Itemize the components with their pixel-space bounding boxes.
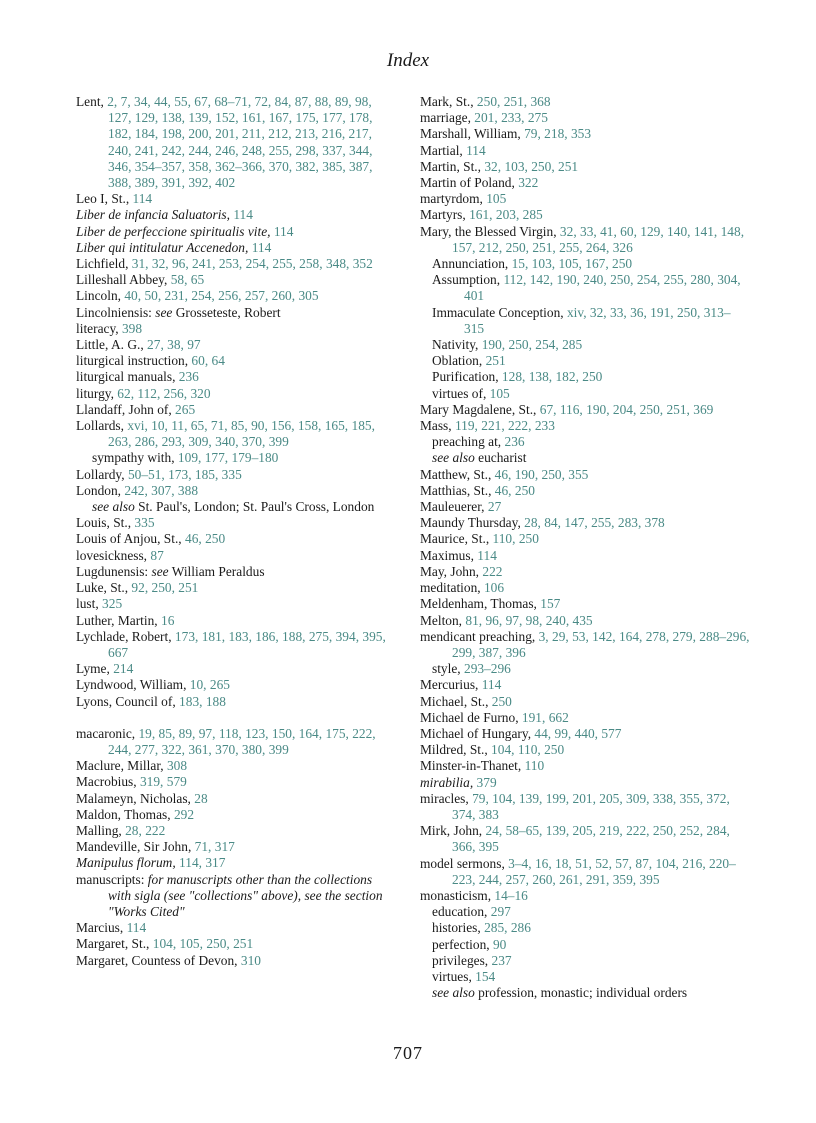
page-references[interactable]: 183, 188: [179, 693, 226, 709]
page-references[interactable]: 114, 317: [179, 855, 226, 871]
index-entry: [76, 564, 396, 580]
index-column-right: [420, 94, 750, 1001]
page-references[interactable]: 114: [132, 191, 153, 207]
entry-heading: lovesickness,: [76, 547, 151, 563]
page-references[interactable]: 105: [486, 191, 507, 207]
entry-heading: liturgical manuals,: [76, 369, 179, 385]
page-references[interactable]: 308: [166, 758, 188, 774]
entry-heading: literacy,: [76, 320, 122, 336]
index-entry: [420, 515, 750, 531]
entry-heading: Lychlade, Robert,: [76, 628, 175, 644]
entry-heading: Mark, St.,: [420, 94, 477, 109]
entry-heading: privileges,: [432, 952, 492, 968]
page-references[interactable]: 190, 250, 254, 285: [481, 337, 583, 353]
entry-heading: Macrobius,: [76, 774, 140, 790]
entry-heading: Purification,: [432, 369, 502, 385]
cross-reference-target: William Peraldus: [168, 563, 265, 579]
index-entry: [420, 953, 750, 969]
index-entry: [76, 548, 396, 564]
index-entry: [76, 337, 396, 353]
index-entry: [420, 775, 750, 791]
entry-heading: martyrdom,: [420, 191, 487, 207]
index-entry: [420, 110, 750, 126]
entry-heading: Martyrs,: [420, 207, 470, 223]
entry-heading: preaching at,: [432, 434, 505, 450]
entry-heading: Minster-in-Thanet,: [420, 758, 525, 774]
index-entry: [76, 402, 396, 418]
page-references[interactable]: 154: [475, 968, 496, 984]
page-references[interactable]: 106: [483, 580, 505, 596]
page-references[interactable]: 251: [485, 353, 506, 369]
entry-heading: Meldenham, Thomas,: [420, 596, 541, 612]
page-references[interactable]: 110: [524, 758, 545, 774]
index-entry: [76, 240, 396, 256]
index-entry: [420, 402, 750, 418]
page-references[interactable]: 110, 250: [492, 531, 539, 547]
cross-reference-target: St. Paul's, London; St. Paul's Cross, London: [134, 499, 375, 515]
entry-heading: miracles,: [420, 790, 473, 806]
page-references[interactable]: 114: [233, 207, 253, 223]
entry-heading: model sermons,: [420, 855, 509, 871]
index-entry: [420, 969, 750, 985]
page-references[interactable]: 10, 265: [189, 677, 230, 693]
page-references[interactable]: 265: [175, 401, 196, 417]
page-references[interactable]: 237: [491, 952, 512, 968]
cross-reference: see also: [92, 499, 135, 515]
entry-heading: Malling,: [76, 822, 126, 838]
index-entry: [420, 191, 750, 207]
entry-heading: London,: [76, 482, 125, 498]
index-entry: [420, 256, 750, 272]
index-entry: [420, 143, 750, 159]
page-references[interactable]: 250, 251, 368: [476, 94, 551, 109]
index-entry: [420, 677, 750, 693]
entry-heading: Malameyn, Nicholas,: [76, 790, 195, 806]
page-references[interactable]: 46, 250: [494, 482, 535, 498]
page-references[interactable]: 79, 218, 353: [524, 126, 592, 142]
entry-heading: liturgical instruction,: [76, 353, 192, 369]
entry-heading: Oblation,: [432, 353, 486, 369]
entry-heading: Matthew, St.,: [420, 466, 495, 482]
page-references[interactable]: 114: [251, 239, 272, 255]
index-entry: [420, 467, 750, 483]
index-entry: [420, 126, 750, 142]
entry-heading: Melton,: [420, 612, 466, 628]
entry-heading: perfection,: [432, 936, 493, 952]
entry-heading: Marcius,: [76, 920, 127, 936]
entry-heading: Louis of Anjou, St.,: [76, 531, 185, 547]
entry-heading: May, John,: [420, 563, 483, 579]
index-entry: [76, 94, 396, 191]
cross-reference: see also: [432, 985, 475, 1001]
index-entry: [76, 531, 396, 547]
page-references[interactable]: 161, 203, 285: [469, 207, 543, 223]
index-entry: [420, 224, 750, 256]
entry-heading: mirabilia,: [420, 774, 477, 790]
page-references[interactable]: 3, 29, 53, 142, 164, 278, 279, 288–296, 299, 387, 396: [452, 628, 750, 660]
entry-heading: Assumption,: [432, 272, 504, 288]
index-entry: [76, 823, 396, 839]
entry-heading: Mary, the Blessed Virgin,: [420, 223, 560, 239]
entry-heading: education,: [432, 904, 491, 920]
page-references[interactable]: 335: [134, 515, 155, 531]
entry-heading: Mauleuerer,: [420, 499, 488, 515]
entry-heading: Lyme,: [76, 661, 114, 677]
entry-heading: Luther, Martin,: [76, 612, 161, 628]
entry-heading: Maundy Thursday,: [420, 515, 525, 531]
page-references[interactable]: 398: [121, 320, 143, 336]
index-entry: [420, 920, 750, 936]
cross-reference: see also: [432, 450, 475, 466]
entry-heading: Mary Magdalene, St.,: [420, 401, 540, 417]
page-references[interactable]: 104, 110, 250: [491, 742, 565, 758]
index-entry: [420, 710, 750, 726]
index-entry: [76, 758, 396, 774]
page-references[interactable]: 67, 116, 190, 204, 250, 251, 369: [539, 401, 714, 417]
index-entry: [76, 386, 396, 402]
index-entry: [76, 613, 396, 629]
index-entry: [420, 564, 750, 580]
entry-heading: Nativity,: [432, 337, 482, 353]
page-references[interactable]: 242, 307, 388: [124, 482, 199, 498]
index-entry: [76, 483, 396, 499]
entry-heading: Llandaff, John of,: [76, 401, 176, 417]
index-entry: [420, 353, 750, 369]
entry-heading: Michael, St.,: [420, 693, 492, 709]
index-entry: [76, 855, 396, 871]
entry-heading: Martin, St.,: [420, 158, 485, 174]
entry-heading: Mandeville, Sir John,: [76, 839, 195, 855]
page-references[interactable]: 28, 84, 147, 255, 283, 378: [524, 515, 665, 531]
entry-heading: Margaret, Countess of Devon,: [76, 952, 241, 968]
entry-heading: Liber de perfeccione spiritualis vite,: [76, 223, 274, 239]
page-references[interactable]: 214: [113, 661, 134, 677]
page-references[interactable]: 46, 250: [185, 531, 226, 547]
entry-heading: meditation,: [420, 580, 484, 596]
page-references[interactable]: 15, 103, 105, 167, 250: [511, 256, 633, 272]
page-references[interactable]: 104, 105, 250, 251: [152, 936, 254, 952]
index-entry: [420, 159, 750, 175]
index-entry: [420, 499, 750, 515]
page-references[interactable]: 114: [273, 223, 294, 239]
page-references[interactable]: 81, 96, 97, 98, 240, 435: [465, 612, 593, 628]
index-entry: [76, 936, 396, 952]
index-entry: [76, 224, 396, 240]
index-entry: [420, 888, 750, 904]
index-entry: [76, 467, 396, 483]
page-title: Index: [386, 50, 430, 71]
index-entry: [76, 920, 396, 936]
index-entry: [420, 94, 750, 110]
index-entry: [420, 434, 750, 450]
page-references[interactable]: 250: [491, 693, 512, 709]
page-references[interactable]: 27: [487, 499, 502, 515]
index-entry: [420, 758, 750, 774]
entry-heading: histories,: [432, 920, 485, 936]
entry-heading: Maldon, Thomas,: [76, 806, 174, 822]
page-references[interactable]: 32, 33, 41, 60, 129, 140, 141, 148, 157, 212, 250, 251, 255, 264, 326: [452, 223, 745, 255]
index-entry: [76, 726, 396, 758]
page-references[interactable]: 50–51, 173, 185, 335: [127, 466, 242, 482]
entry-heading: Lincoln,: [76, 288, 125, 304]
entry-heading: monasticism,: [420, 887, 495, 903]
entry-heading: mendicant preaching,: [420, 628, 539, 644]
page-references[interactable]: 79, 104, 139, 199, 201, 205, 309, 338, 355, 372, 374, 383: [452, 790, 730, 822]
entry-heading: liturgy,: [76, 385, 118, 401]
index-entry: [76, 872, 396, 921]
index-entry: [420, 548, 750, 564]
page-references[interactable]: 325: [102, 596, 123, 612]
page-references[interactable]: 28: [194, 790, 208, 806]
entry-heading: Immaculate Conception,: [432, 304, 567, 320]
page-references[interactable]: 24, 58–65, 139, 205, 219, 222, 250, 252, 284, 366, 395: [452, 823, 730, 855]
page-references[interactable]: 297: [490, 904, 511, 920]
page-references[interactable]: 3–4, 16, 18, 51, 52, 57, 87, 104, 216, 220–223, 244, 257, 260, 261, 291, 359, 395: [452, 855, 736, 887]
index-entry: [76, 499, 396, 515]
index-entry: [76, 629, 396, 661]
index-entry: [420, 823, 750, 855]
page-references[interactable]: 310: [240, 952, 261, 968]
page-references[interactable]: 109, 177, 179–180: [177, 450, 279, 466]
entry-heading: virtues of,: [432, 385, 490, 401]
index-entry: [420, 369, 750, 385]
index-entry: [420, 596, 750, 612]
index-entry: [76, 807, 396, 823]
entry-heading: sympathy with,: [92, 450, 178, 466]
index-entry: [420, 726, 750, 742]
index-entry: [420, 337, 750, 353]
page-references[interactable]: 157: [540, 596, 561, 612]
index-entry: [420, 985, 750, 1001]
index-entry: [420, 791, 750, 823]
cross-reference: see: [155, 304, 173, 320]
page-references[interactable]: 27, 38, 97: [147, 337, 201, 353]
index-entry: [420, 742, 750, 758]
page-references[interactable]: 379: [476, 774, 497, 790]
index-entry: [420, 531, 750, 547]
entry-heading: Maclure, Millar,: [76, 758, 167, 774]
index-entry: [420, 613, 750, 629]
page-references[interactable]: 112, 142, 190, 240, 250, 254, 255, 280, 304, 401: [464, 272, 741, 304]
page-references[interactable]: 71, 317: [194, 839, 235, 855]
page-references[interactable]: xvi, 10, 11, 65, 71, 85, 90, 156, 158, 165, 185, 263, 286, 293, 309, 340, 370, 399: [108, 418, 375, 450]
entry-heading: marriage,: [420, 110, 475, 126]
index-entry: [76, 288, 396, 304]
page-references[interactable]: 2, 7, 34, 44, 55, 67, 68–71, 72, 84, 87, 88, 89, 98, 127, 129, 138, 139, 152, 161, 167, 175, 177, 178, 182, 184, 198, 200, 201, 211, 212, 213, 216, 217, 240, 241, 242, 244, 246, 248, 255, 298, 337, 344, 346, 354–357, 358, 362–366, 370, 382, 385, 387, 388, 389, 391, 392, 402: [107, 94, 373, 191]
page-references[interactable]: 60, 64: [191, 353, 225, 369]
page-references[interactable]: xiv, 32, 33, 36, 191, 250, 313–315: [464, 304, 731, 336]
index-column-left: [76, 94, 396, 969]
index-entry: [420, 175, 750, 191]
page-references[interactable]: 40, 50, 231, 254, 256, 257, 260, 305: [124, 288, 319, 304]
index-entry: [420, 418, 750, 434]
page-references[interactable]: 62, 112, 256, 320: [117, 385, 211, 401]
entry-heading: Martin of Poland,: [420, 175, 519, 191]
index-entry: [76, 791, 396, 807]
page-references[interactable]: 58, 65: [170, 272, 205, 288]
index-entry: [420, 904, 750, 920]
page-references[interactable]: 201, 233, 275: [474, 110, 548, 126]
page-references[interactable]: 293–296: [464, 661, 511, 677]
cross-reference-target: profession, monastic; individual orders: [474, 985, 688, 1001]
page-references[interactable]: 92, 250, 251: [131, 580, 199, 596]
page-references[interactable]: 236: [504, 434, 525, 450]
entry-heading: Lent,: [76, 94, 108, 109]
index-entry: [76, 191, 396, 207]
entry-heading: Mercurius,: [420, 677, 482, 693]
entry-heading: Little, A. G.,: [76, 337, 148, 353]
cross-reference-target: Grosseteste, Robert: [172, 304, 281, 320]
index-entry: [76, 694, 396, 710]
page-references[interactable]: 31, 32, 96, 241, 253, 254, 255, 258, 348, 352: [131, 256, 373, 272]
index-entry: [76, 450, 396, 466]
entry-heading: Michael of Hungary,: [420, 725, 535, 741]
page-references[interactable]: 44, 99, 440, 577: [534, 725, 622, 741]
index-entry: [76, 661, 396, 677]
page-references[interactable]: 191, 662: [521, 709, 569, 725]
page-references[interactable]: 32, 103, 250, 251: [484, 158, 579, 174]
page-references[interactable]: 173, 181, 183, 186, 188, 275, 394, 395, 667: [108, 628, 386, 660]
page-references[interactable]: 87: [150, 547, 164, 563]
index-entry: [420, 937, 750, 953]
entry-heading: Lollardy,: [76, 466, 128, 482]
index-entry: [76, 774, 396, 790]
index-entry: [76, 256, 396, 272]
index-entry: [76, 207, 396, 223]
entry-heading: Lollards,: [76, 418, 128, 434]
page-references[interactable]: 119, 221, 222, 233: [454, 418, 555, 434]
entry-heading: Marshall, William,: [420, 126, 525, 142]
index-entry: [420, 580, 750, 596]
index-entry: [420, 272, 750, 304]
index-entry: [420, 207, 750, 223]
page-references[interactable]: 322: [518, 175, 539, 191]
index-entry: [76, 418, 396, 450]
entry-heading: Martial,: [420, 142, 467, 158]
entry-heading: virtues,: [432, 968, 476, 984]
entry-heading: Mildred, St.,: [420, 742, 492, 758]
page-references[interactable]: 285, 286: [484, 920, 531, 936]
entry-heading: Maximus,: [420, 547, 478, 563]
cross-reference: see: [151, 563, 169, 579]
page-references[interactable]: 114: [477, 547, 497, 563]
entry-heading: manuscripts:: [76, 871, 148, 887]
page-references[interactable]: 90: [492, 936, 507, 952]
entry-heading: Lichfield,: [76, 256, 132, 272]
index-entry: [76, 596, 396, 612]
page-references[interactable]: 105: [489, 385, 510, 401]
index-entry: [76, 953, 396, 969]
cross-reference: for manuscripts other than the collections with sigla (see "collections" above), see the section "Works Cited": [108, 871, 383, 919]
index-entry: [420, 450, 750, 466]
index-entry: [76, 321, 396, 337]
page-references[interactable]: 16: [161, 612, 175, 628]
index-entry: [420, 629, 750, 661]
index-entry: [420, 694, 750, 710]
page-references[interactable]: 319, 579: [139, 774, 187, 790]
entry-heading: Mirk, John,: [420, 823, 486, 839]
page-references[interactable]: 236: [178, 369, 199, 385]
entry-heading: lust,: [76, 596, 103, 612]
entry-heading: Lyndwood, William,: [76, 677, 190, 693]
entry-heading: Lilleshall Abbey,: [76, 272, 171, 288]
entry-heading: Michael de Furno,: [420, 709, 522, 725]
index-entry: [76, 515, 396, 531]
entry-heading: Mass,: [420, 418, 455, 434]
page-number: 707: [393, 1043, 423, 1063]
entry-heading: Liber de infancia Saluatoris,: [76, 207, 234, 223]
entry-heading: Leo I, St.,: [76, 191, 133, 207]
page-references[interactable]: 292: [173, 806, 195, 822]
entry-heading: Manipulus florum,: [76, 855, 180, 871]
page-references[interactable]: 114: [481, 677, 502, 693]
entry-heading: Matthias, St.,: [420, 482, 495, 498]
entry-heading: macaronic,: [76, 725, 139, 741]
index-entry: [420, 305, 750, 337]
page-references[interactable]: 114: [466, 142, 486, 158]
page-references[interactable]: 19, 85, 89, 97, 118, 123, 150, 164, 175, 222, 244, 277, 322, 361, 370, 380, 399: [108, 725, 376, 757]
index-entry: [76, 677, 396, 693]
entry-heading: Luke, St.,: [76, 580, 132, 596]
index-entry: [420, 856, 750, 888]
entry-heading: Lugdunensis:: [76, 563, 152, 579]
index-entry: [420, 386, 750, 402]
index-entry: [420, 483, 750, 499]
cross-reference-target: eucharist: [474, 450, 527, 466]
page-references[interactable]: 128, 138, 182, 250: [501, 369, 603, 385]
entry-heading: Liber qui intitulatur Accenedon,: [76, 239, 252, 255]
page-references[interactable]: 14–16: [494, 887, 528, 903]
index-entry: [76, 272, 396, 288]
entry-heading: Lyons, Council of,: [76, 693, 180, 709]
page-references[interactable]: 114: [126, 920, 147, 936]
index-entry: [76, 305, 396, 321]
entry-heading: Margaret, St.,: [76, 936, 153, 952]
entry-heading: Louis, St.,: [76, 515, 135, 531]
page-references[interactable]: 46, 190, 250, 355: [494, 466, 589, 482]
page-references[interactable]: 28, 222: [125, 822, 166, 838]
entry-heading: Maurice, St.,: [420, 531, 493, 547]
page-references[interactable]: 222: [482, 563, 503, 579]
entry-heading: Annunciation,: [432, 256, 512, 272]
index-entry: [76, 839, 396, 855]
index-entry: [76, 580, 396, 596]
index-entry: [76, 369, 396, 385]
index-entry: [420, 661, 750, 677]
index-entry: [76, 353, 396, 369]
entry-heading: style,: [432, 661, 464, 677]
entry-heading: Lincolniensis:: [76, 304, 156, 320]
